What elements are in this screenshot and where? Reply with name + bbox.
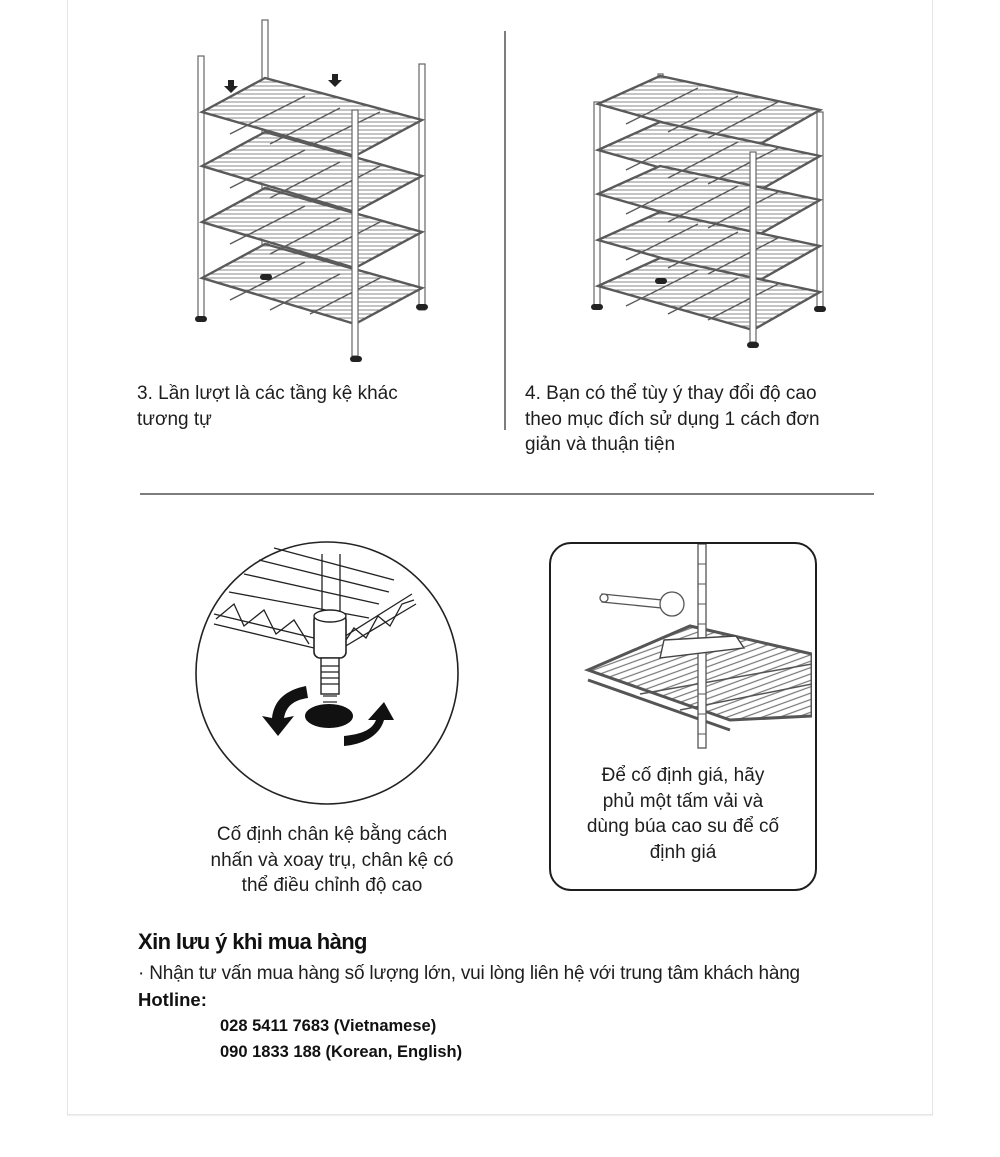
notice-note: · Nhận tư vấn mua hàng số lượng lớn, vui lòng liên hệ với trung tâm khách hàng (138, 963, 800, 984)
leveling-foot-rotate-icon (194, 540, 460, 806)
caption-line: dùng búa cao su để cố (586, 816, 780, 837)
step-3-caption (137, 381, 398, 432)
caption-line: giản và thuận tiện (525, 434, 676, 455)
leveling-foot-caption (190, 822, 474, 899)
vertical-divider (504, 31, 506, 430)
caption-line: nhấn và xoay trụ, chân kệ có (210, 849, 454, 871)
notice-title: Xin lưu ý khi mua hàng (138, 929, 367, 954)
horizontal-divider (140, 493, 874, 495)
hotline-phone-korean-english: 090 1833 188 (Korean, English) (220, 1043, 463, 1061)
caption-line: 4. Bạn có thể tùy ý thay đổi độ cao (525, 383, 817, 404)
caption-line: theo mục đích sử dụng 1 cách đơn (525, 408, 820, 430)
caption-line: Để cố định giá, hãy (601, 765, 765, 786)
caption-line: tương tự (137, 408, 212, 430)
hotline-label: Hotline: (138, 989, 207, 1010)
caption-line: 3. Lần lượt là các tầng kệ khác (137, 383, 398, 404)
caption-line: thể điều chỉnh độ cao (241, 875, 423, 896)
step-4-caption (525, 381, 820, 458)
caption-line: phủ một tấm vải và (602, 790, 764, 812)
shelf-five-tier-adjusted-icon (588, 68, 828, 353)
rubber-mallet-cloth-icon (580, 544, 812, 750)
caption-line: định giá (649, 841, 717, 863)
hotline-phone-vietnamese: 028 5411 7683 (Vietnamese) (220, 1017, 437, 1035)
shelf-assembly-four-tier-icon (190, 16, 440, 368)
caption-line: Cố định chân kệ bằng cách (216, 824, 448, 845)
rubber-mallet-caption (560, 763, 806, 865)
